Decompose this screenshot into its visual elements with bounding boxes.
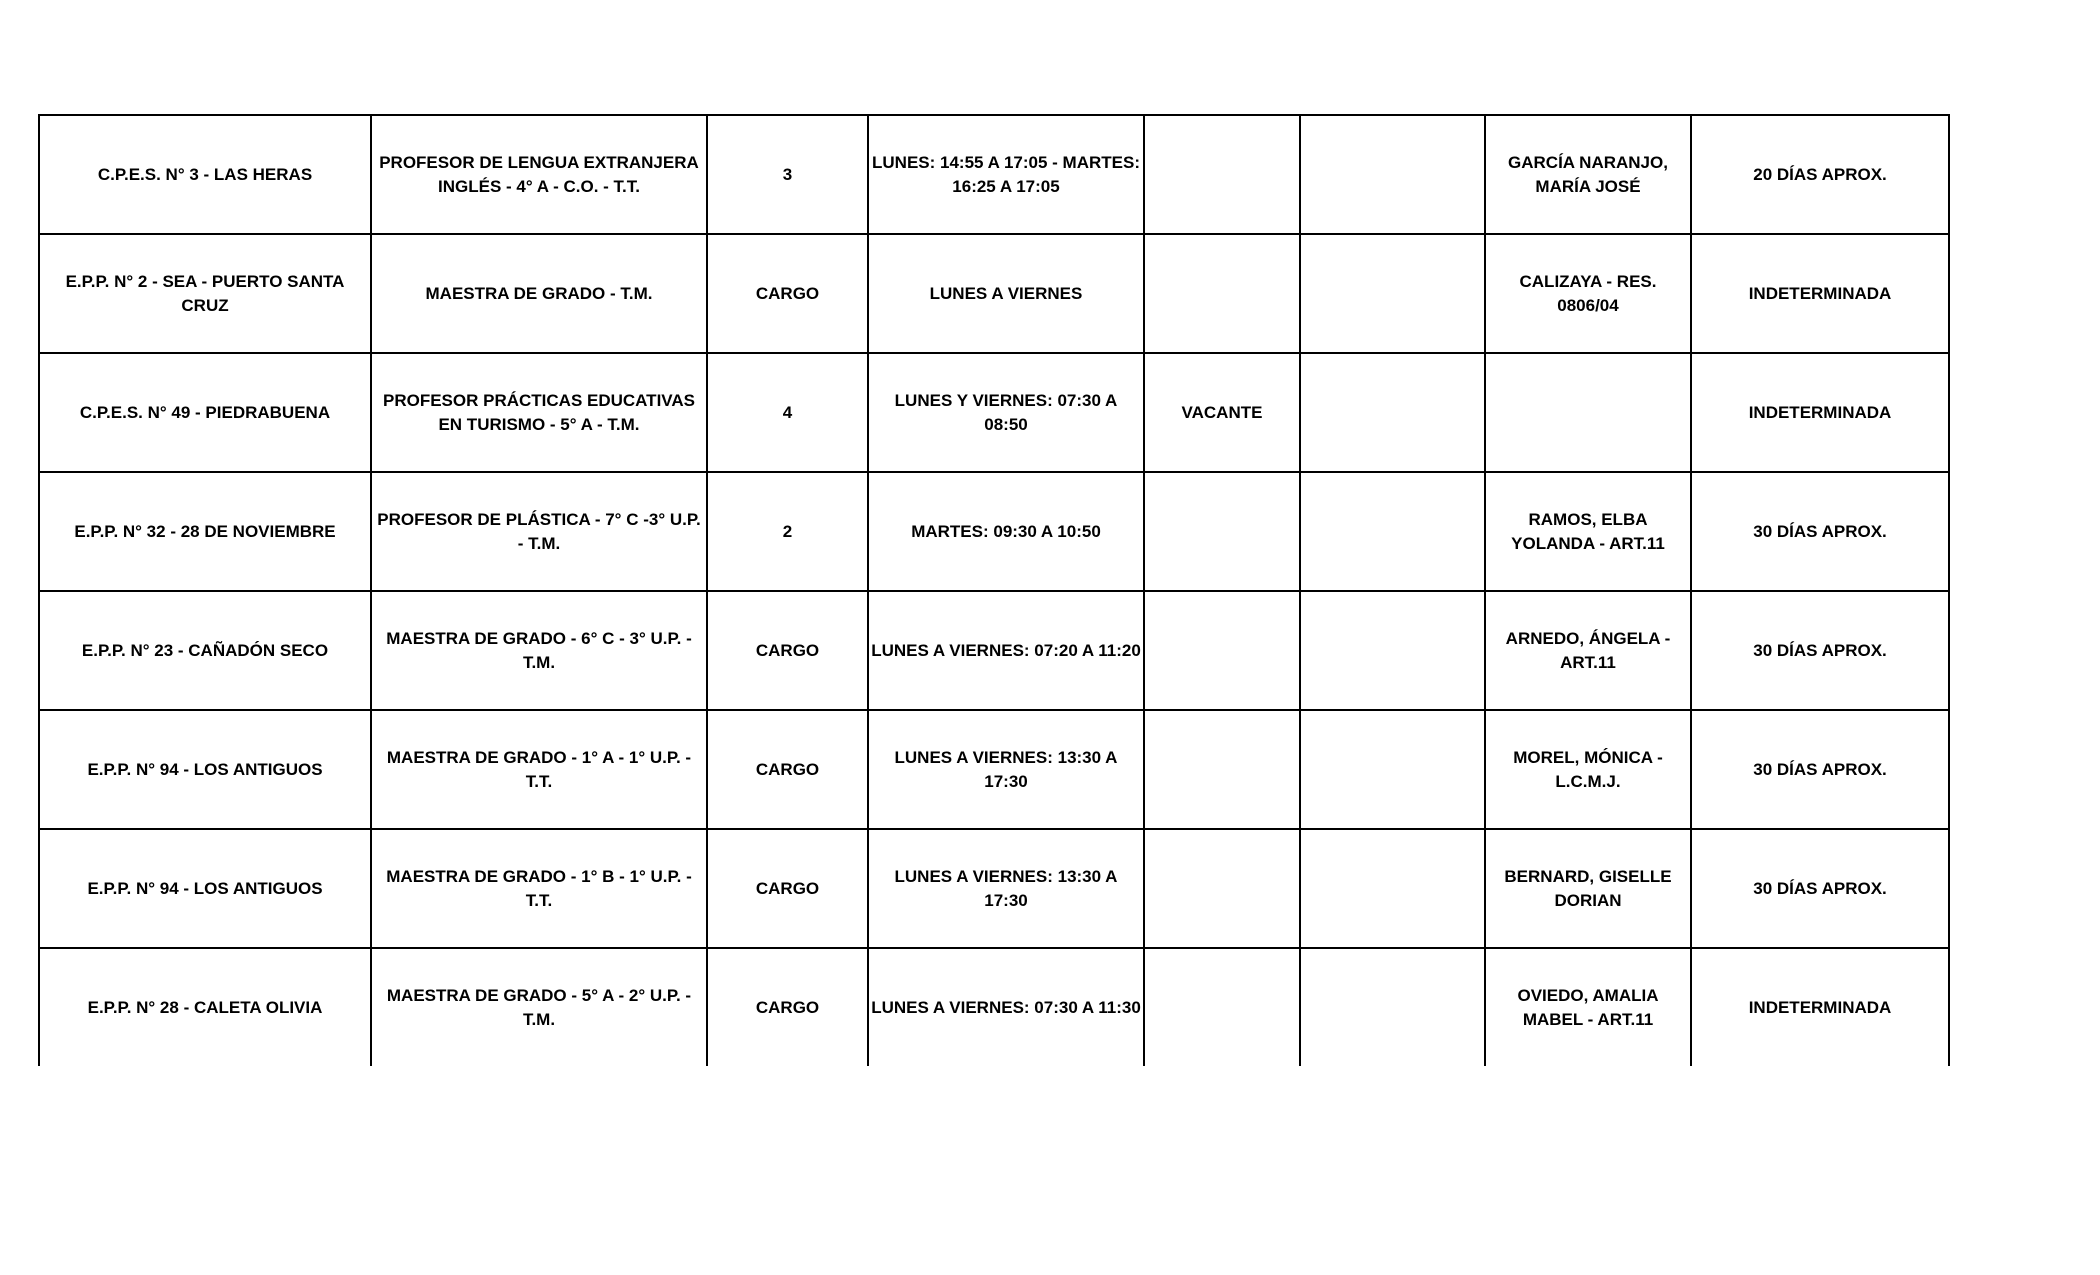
table-row	[39, 948, 1949, 1066]
schedule-cell: LUNES Y VIERNES: 07:30 A 08:50	[868, 353, 1144, 472]
status-cell	[1144, 115, 1300, 234]
hours-cell: CARGO	[707, 234, 868, 353]
table-row	[39, 829, 1949, 948]
duration-cell: 20 DÍAS APROX.	[1691, 115, 1949, 234]
duration-cell: 30 DÍAS APROX.	[1691, 472, 1949, 591]
duration-cell: INDETERMINADA	[1691, 353, 1949, 472]
schedule-cell: LUNES A VIERNES: 07:20 A 11:20	[868, 591, 1144, 710]
status-cell	[1144, 234, 1300, 353]
hours-cell: CARGO	[707, 948, 868, 1066]
position-cell: PROFESOR PRÁCTICAS EDUCATIVAS EN TURISMO - 5° A - T.M.	[371, 353, 707, 472]
table-row	[39, 710, 1949, 829]
holder-cell: ARNEDO, ÁNGELA - ART.11	[1485, 591, 1691, 710]
position-cell: PROFESOR DE LENGUA EXTRANJERA INGLÉS - 4° A - C.O. - T.T.	[371, 115, 707, 234]
status-cell	[1144, 829, 1300, 948]
position-cell: MAESTRA DE GRADO - 1° B - 1° U.P. - T.T.	[371, 829, 707, 948]
duration-cell: INDETERMINADA	[1691, 948, 1949, 1066]
vacancies-table	[38, 114, 1950, 1066]
status-cell	[1144, 591, 1300, 710]
holder-cell: OVIEDO, AMALIA MABEL - ART.11	[1485, 948, 1691, 1066]
hours-cell: CARGO	[707, 829, 868, 948]
duration-cell: 30 DÍAS APROX.	[1691, 591, 1949, 710]
status-cell: VACANTE	[1144, 353, 1300, 472]
extra-cell	[1300, 591, 1485, 710]
status-cell	[1144, 948, 1300, 1066]
holder-cell: RAMOS, ELBA YOLANDA - ART.11	[1485, 472, 1691, 591]
hours-cell: CARGO	[707, 710, 868, 829]
schedule-cell: LUNES A VIERNES: 07:30 A 11:30	[868, 948, 1144, 1066]
holder-cell: CALIZAYA - RES. 0806/04	[1485, 234, 1691, 353]
schedule-cell: MARTES: 09:30 A 10:50	[868, 472, 1144, 591]
position-cell: MAESTRA DE GRADO - 5° A - 2° U.P. - T.M.	[371, 948, 707, 1066]
school-cell: C.P.E.S. N° 3 - LAS HERAS	[39, 115, 371, 234]
hours-cell: 3	[707, 115, 868, 234]
school-cell: E.P.P. N° 2 - SEA - PUERTO SANTA CRUZ	[39, 234, 371, 353]
school-cell: C.P.E.S. N° 49 - PIEDRABUENA	[39, 353, 371, 472]
position-cell: MAESTRA DE GRADO - 1° A - 1° U.P. - T.T.	[371, 710, 707, 829]
schedule-cell: LUNES A VIERNES: 13:30 A 17:30	[868, 710, 1144, 829]
schedule-cell: LUNES A VIERNES	[868, 234, 1144, 353]
holder-cell: MOREL, MÓNICA - L.C.M.J.	[1485, 710, 1691, 829]
duration-cell: 30 DÍAS APROX.	[1691, 710, 1949, 829]
holder-cell	[1485, 353, 1691, 472]
table-row	[39, 234, 1949, 353]
status-cell	[1144, 710, 1300, 829]
extra-cell	[1300, 948, 1485, 1066]
status-cell	[1144, 472, 1300, 591]
hours-cell: 2	[707, 472, 868, 591]
table-row	[39, 353, 1949, 472]
school-cell: E.P.P. N° 94 - LOS ANTIGUOS	[39, 829, 371, 948]
school-cell: E.P.P. N° 23 - CAÑADÓN SECO	[39, 591, 371, 710]
extra-cell	[1300, 115, 1485, 234]
table-row	[39, 472, 1949, 591]
extra-cell	[1300, 710, 1485, 829]
table-row	[39, 591, 1949, 710]
extra-cell	[1300, 234, 1485, 353]
holder-cell: GARCÍA NARANJO, MARÍA JOSÉ	[1485, 115, 1691, 234]
duration-cell: 30 DÍAS APROX.	[1691, 829, 1949, 948]
position-cell: PROFESOR DE PLÁSTICA - 7° C -3° U.P. - T.M.	[371, 472, 707, 591]
extra-cell	[1300, 829, 1485, 948]
schedule-cell: LUNES: 14:55 A 17:05 - MARTES: 16:25 A 17:05	[868, 115, 1144, 234]
table-row	[39, 115, 1949, 234]
position-cell: MAESTRA DE GRADO - 6° C - 3° U.P. - T.M.	[371, 591, 707, 710]
schedule-cell: LUNES A VIERNES: 13:30 A 17:30	[868, 829, 1144, 948]
position-cell: MAESTRA DE GRADO - T.M.	[371, 234, 707, 353]
holder-cell: BERNARD, GISELLE DORIAN	[1485, 829, 1691, 948]
school-cell: E.P.P. N° 94 - LOS ANTIGUOS	[39, 710, 371, 829]
hours-cell: CARGO	[707, 591, 868, 710]
extra-cell	[1300, 472, 1485, 591]
duration-cell: INDETERMINADA	[1691, 234, 1949, 353]
extra-cell	[1300, 353, 1485, 472]
school-cell: E.P.P. N° 32 - 28 DE NOVIEMBRE	[39, 472, 371, 591]
school-cell: E.P.P. N° 28 - CALETA OLIVIA	[39, 948, 371, 1066]
hours-cell: 4	[707, 353, 868, 472]
